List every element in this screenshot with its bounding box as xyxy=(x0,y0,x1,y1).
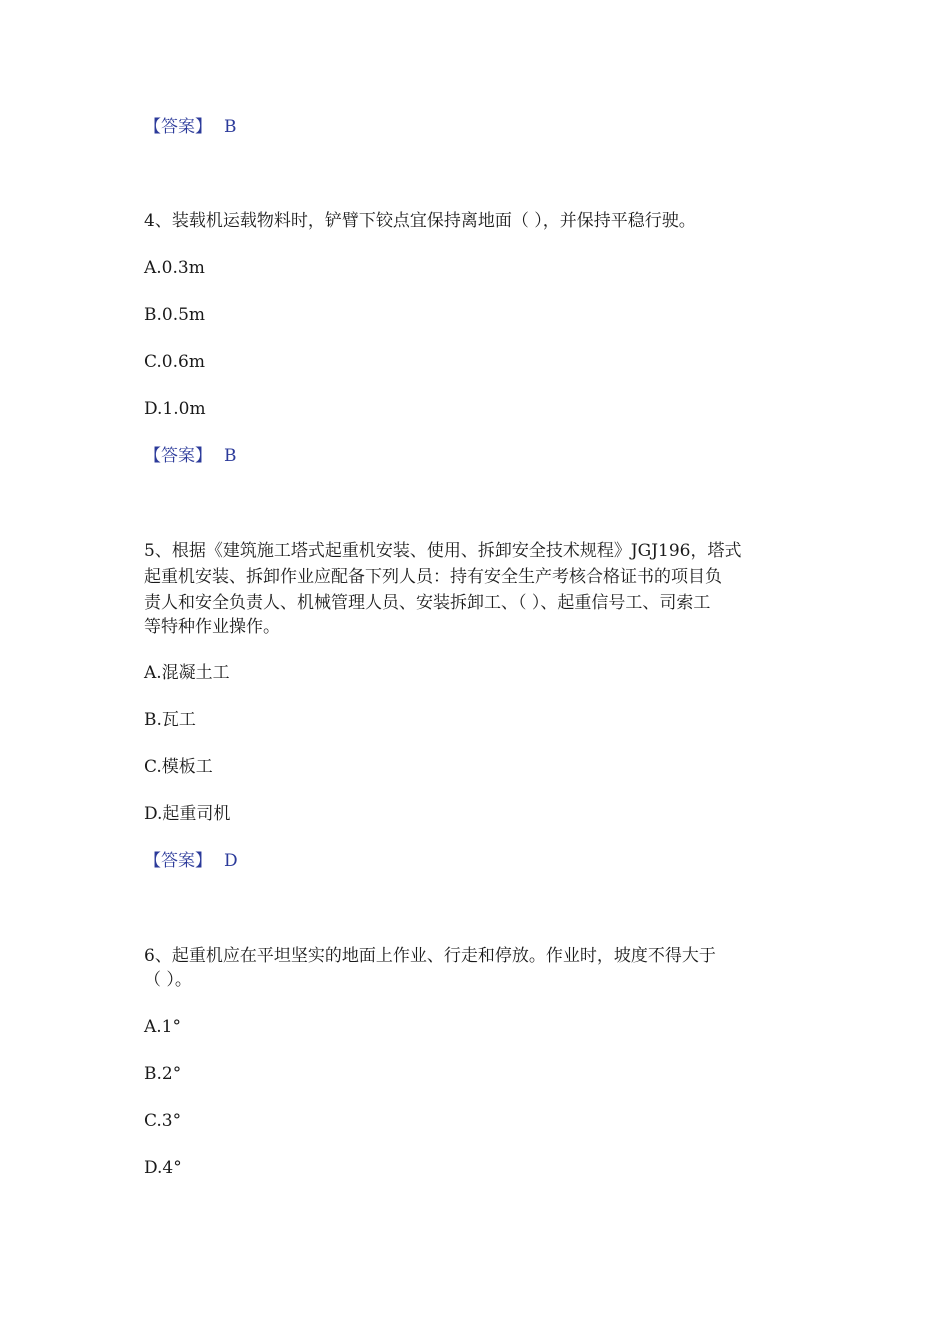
answer-label: 【答案】 xyxy=(144,117,212,137)
answer-value: B xyxy=(224,446,237,466)
option-d: D.起重司机 xyxy=(144,804,231,824)
question-text: 4、装载机运载物料时，铲臂下铰点宜保持离地面（ ），并保持平稳行驶。 xyxy=(144,211,696,231)
option-d: D.1.0m xyxy=(144,399,206,419)
option-c: C.模板工 xyxy=(144,757,213,777)
option-b: B.2° xyxy=(144,1064,182,1084)
question-text-line-2: （ ）。 xyxy=(144,970,192,990)
answer-line xyxy=(144,114,237,140)
question-text-line-4: 等特种作业操作。 xyxy=(144,617,280,637)
question-text-line-1: 6、起重机应在平坦坚实的地面上作业、行走和停放。作业时，坡度不得大于 xyxy=(144,946,716,966)
option-d: D.4° xyxy=(144,1158,182,1178)
answer-label: 【答案】 xyxy=(144,851,212,871)
option-b: B.0.5m xyxy=(144,305,206,325)
answer-value: B xyxy=(224,117,237,137)
answer-value: D xyxy=(224,851,238,871)
question-text-line-3: 责人和安全负责人、机械管理人员、安装拆卸工、（ ）、起重信号工、司索工 xyxy=(144,593,711,613)
option-a: A.0.3m xyxy=(144,258,205,278)
option-a: A.混凝土工 xyxy=(144,663,230,683)
answer-line xyxy=(144,848,238,874)
question-text-line-2: 起重机安装、拆卸作业应配备下列人员：持有安全生产考核合格证书的项目负 xyxy=(144,567,722,587)
option-a: A.1° xyxy=(144,1017,181,1037)
question-text-line-1: 5、根据《建筑施工塔式起重机安装、使用、拆卸安全技术规程》JGJ196，塔式 xyxy=(144,541,742,561)
option-b: B.瓦工 xyxy=(144,710,196,730)
option-c: C.0.6m xyxy=(144,352,205,372)
option-c: C.3° xyxy=(144,1111,182,1131)
answer-label: 【答案】 xyxy=(144,446,212,466)
answer-line xyxy=(144,443,237,469)
